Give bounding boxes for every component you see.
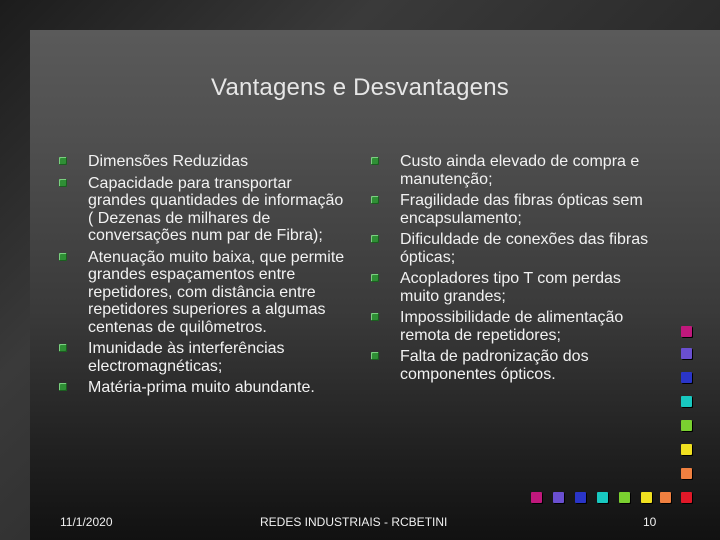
list-item-text: Custo ainda elevado de compra e manutenção; xyxy=(400,153,640,188)
list-item xyxy=(371,348,661,383)
list-item-text: Acopladores tipo T com perdas muito grandes; xyxy=(400,270,621,305)
decor-square-icon xyxy=(660,492,671,503)
bullet-square-icon xyxy=(59,157,67,165)
decor-square-icon xyxy=(681,492,692,503)
list-item-text: Imunidade às interferências electromagnéticas; xyxy=(88,340,285,375)
decor-square-icon xyxy=(681,420,692,431)
advantages-list xyxy=(59,153,349,401)
bullet-square-icon xyxy=(59,383,67,391)
decor-square-icon xyxy=(681,348,692,359)
list-item xyxy=(371,192,661,227)
decor-square-icon xyxy=(597,492,608,503)
list-item xyxy=(371,309,661,344)
decor-square-icon xyxy=(681,396,692,407)
list-item-text: Dificuldade de conexões das fibras ópticas; xyxy=(400,231,649,266)
decor-square-icon xyxy=(681,444,692,455)
decor-square-icon xyxy=(531,492,542,503)
list-item xyxy=(371,270,661,305)
list-item-text: Capacidade para transportar grandes quantidades de informação ( Dezenas de milhares de conversações num par de Fibra); xyxy=(88,174,344,244)
bullet-square-icon xyxy=(371,196,379,204)
list-item-text: Atenuação muito baixa, que permite grandes espaçamentos entre repetidores, com distância entre repetidores superiores a algumas centenas de quilômetros. xyxy=(88,248,345,336)
list-item xyxy=(59,249,349,337)
footer-center-text: REDES INDUSTRIAIS - RCBETINI xyxy=(260,515,448,529)
list-item xyxy=(59,340,349,375)
bullet-square-icon xyxy=(371,313,379,321)
list-item-text: Matéria-prima muito abundante. xyxy=(88,379,315,396)
bullet-square-icon xyxy=(59,344,67,352)
list-item xyxy=(59,379,349,397)
list-item xyxy=(371,231,661,266)
list-item-text: Fragilidade das fibras ópticas sem encapsulamento; xyxy=(400,192,643,227)
footer-page-number: 10 xyxy=(643,515,657,529)
bullet-square-icon xyxy=(59,253,67,261)
bullet-square-icon xyxy=(371,352,379,360)
decor-square-icon xyxy=(641,492,652,503)
decor-square-icon xyxy=(681,326,692,337)
list-item xyxy=(59,175,349,245)
decor-square-icon xyxy=(681,372,692,383)
list-item-text: Dimensões Reduzidas xyxy=(88,153,249,170)
list-item-text: Impossibilidade de alimentação remota de repetidores; xyxy=(400,309,624,344)
decor-square-icon xyxy=(681,468,692,479)
slide-title: Vantagens e Desvantagens xyxy=(211,74,509,101)
list-item-text: Falta de padronização dos componentes ópticos. xyxy=(400,348,589,383)
bullet-square-icon xyxy=(371,274,379,282)
disadvantages-list xyxy=(371,153,661,387)
decor-square-icon xyxy=(553,492,564,503)
footer-date: 11/1/2020 xyxy=(60,515,113,529)
list-item xyxy=(371,153,661,188)
decor-square-icon xyxy=(619,492,630,503)
bullet-square-icon xyxy=(371,235,379,243)
list-item xyxy=(59,153,349,171)
decor-square-icon xyxy=(575,492,586,503)
bullet-square-icon xyxy=(371,157,379,165)
bullet-square-icon xyxy=(59,179,67,187)
